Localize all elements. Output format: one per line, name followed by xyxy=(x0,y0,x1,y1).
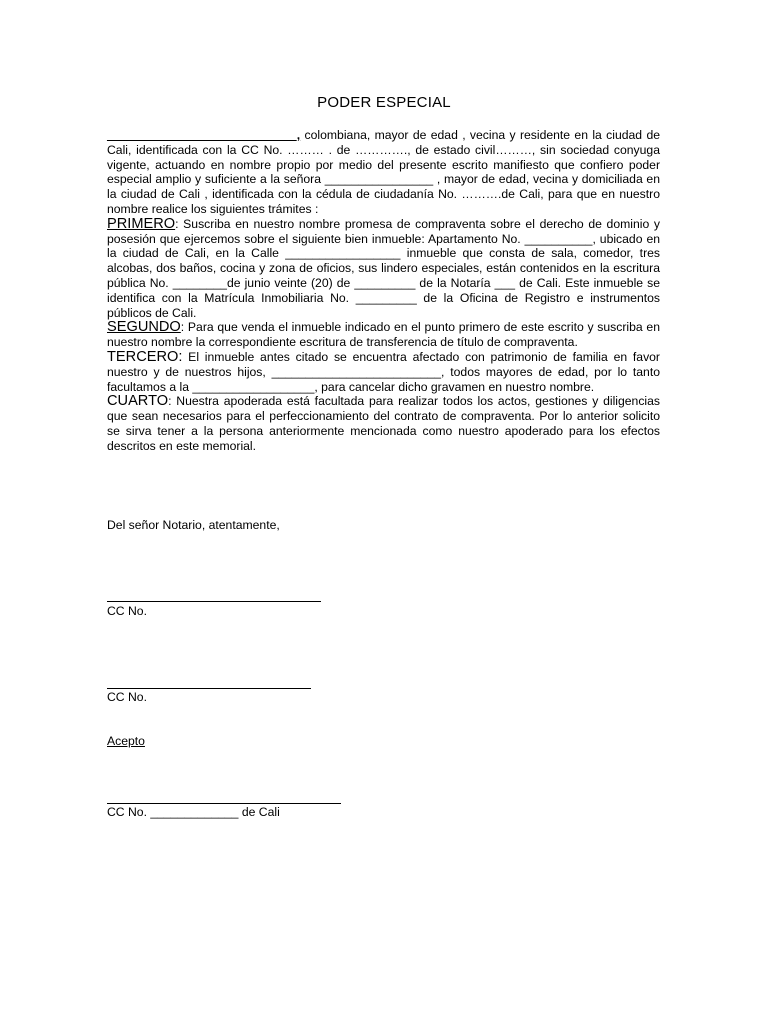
document-body xyxy=(107,128,660,454)
primero-paragraph xyxy=(107,217,660,321)
signature-line-2 xyxy=(107,688,311,689)
cuarto-paragraph xyxy=(107,394,660,453)
intro-text: colombiana, mayor de edad , vecina y residente en la ciudad de Cali, identificada con la CC No. ……… . de …………., de estado civil………, sin sociedad conyuga vigente, actuando en nombre propio por medio del presente escrito manifiesto que confiero poder especial amplio y suficiente a la señora ________________ , mayor de edad, vecina y domiciliada en la ciudad de Cali , identificada con la cédula de ciudadanía No. ……….de Cali, para que en nuestro nombre realice los siguientes trámites : xyxy=(107,128,660,216)
segundo-label: SEGUNDO xyxy=(107,319,181,336)
signature-line-3 xyxy=(107,803,341,804)
signature-2-cc: CC No. xyxy=(107,690,147,704)
grantor-blank: ____________________________, xyxy=(107,128,301,142)
document-title: PODER ESPECIAL xyxy=(317,94,451,111)
closing-text: Del señor Notario, atentamente, xyxy=(107,518,280,532)
cuarto-label: CUARTO xyxy=(107,393,169,410)
primero-text: : Suscriba en nuestro nombre promesa de compraventa sobre el derecho de dominio y posesión que ejercemos sobre el siguiente bien inmueble: Apartamento No. __________, ubicado en la ciudad de Cali, en la Calle _________________ inmueble que consta de sala, comedor, tres alcobas, dos baños, cocina y zona de oficios, sus lindero especiales, están contenidos en la escritura pública No. ________de junio veinte (20) de _________ de la Notaría ___ de Cali. Este inmueble se identifica con la Matrícula Inmobiliaria No. _________ de la Oficina de Registro e instrumentos públicos de Cali. xyxy=(107,216,660,320)
accept-label: Acepto xyxy=(107,734,145,748)
signature-1-cc: CC No. xyxy=(107,604,147,618)
signature-line-1 xyxy=(107,601,321,602)
tercero-paragraph xyxy=(107,350,660,394)
tercero-label: TERCERO: xyxy=(107,348,183,365)
intro-paragraph xyxy=(107,128,660,217)
cuarto-text: : Nuestra apoderada está facultada para realizar todos los actos, gestiones y diligencias que sean necesarios para el perfeccionamiento del contrato de compraventa. Por lo anterior solicito se sirva tener a la persona anteriormente mencionada como nuestro apoderado para los efectos descritos en este memorial. xyxy=(107,394,660,453)
signature-3-cc: CC No. _____________ de Cali xyxy=(107,805,280,819)
segundo-paragraph xyxy=(107,320,660,350)
tercero-text: El inmueble antes citado se encuentra afectado con patrimonio de familia en favor nuestro y de nuestros hijos, _________________________, todos mayores de edad, por lo tanto facultamos a la __________________, para cancelar dicho gravamen en nuestro nombre. xyxy=(107,349,660,394)
primero-label: PRIMERO xyxy=(107,215,176,232)
segundo-text: : Para que venda el inmueble indicado en el punto primero de este escrito y suscriba en nuestro nombre la correspondiente escritura de transferencia de título de compraventa. xyxy=(107,320,660,350)
